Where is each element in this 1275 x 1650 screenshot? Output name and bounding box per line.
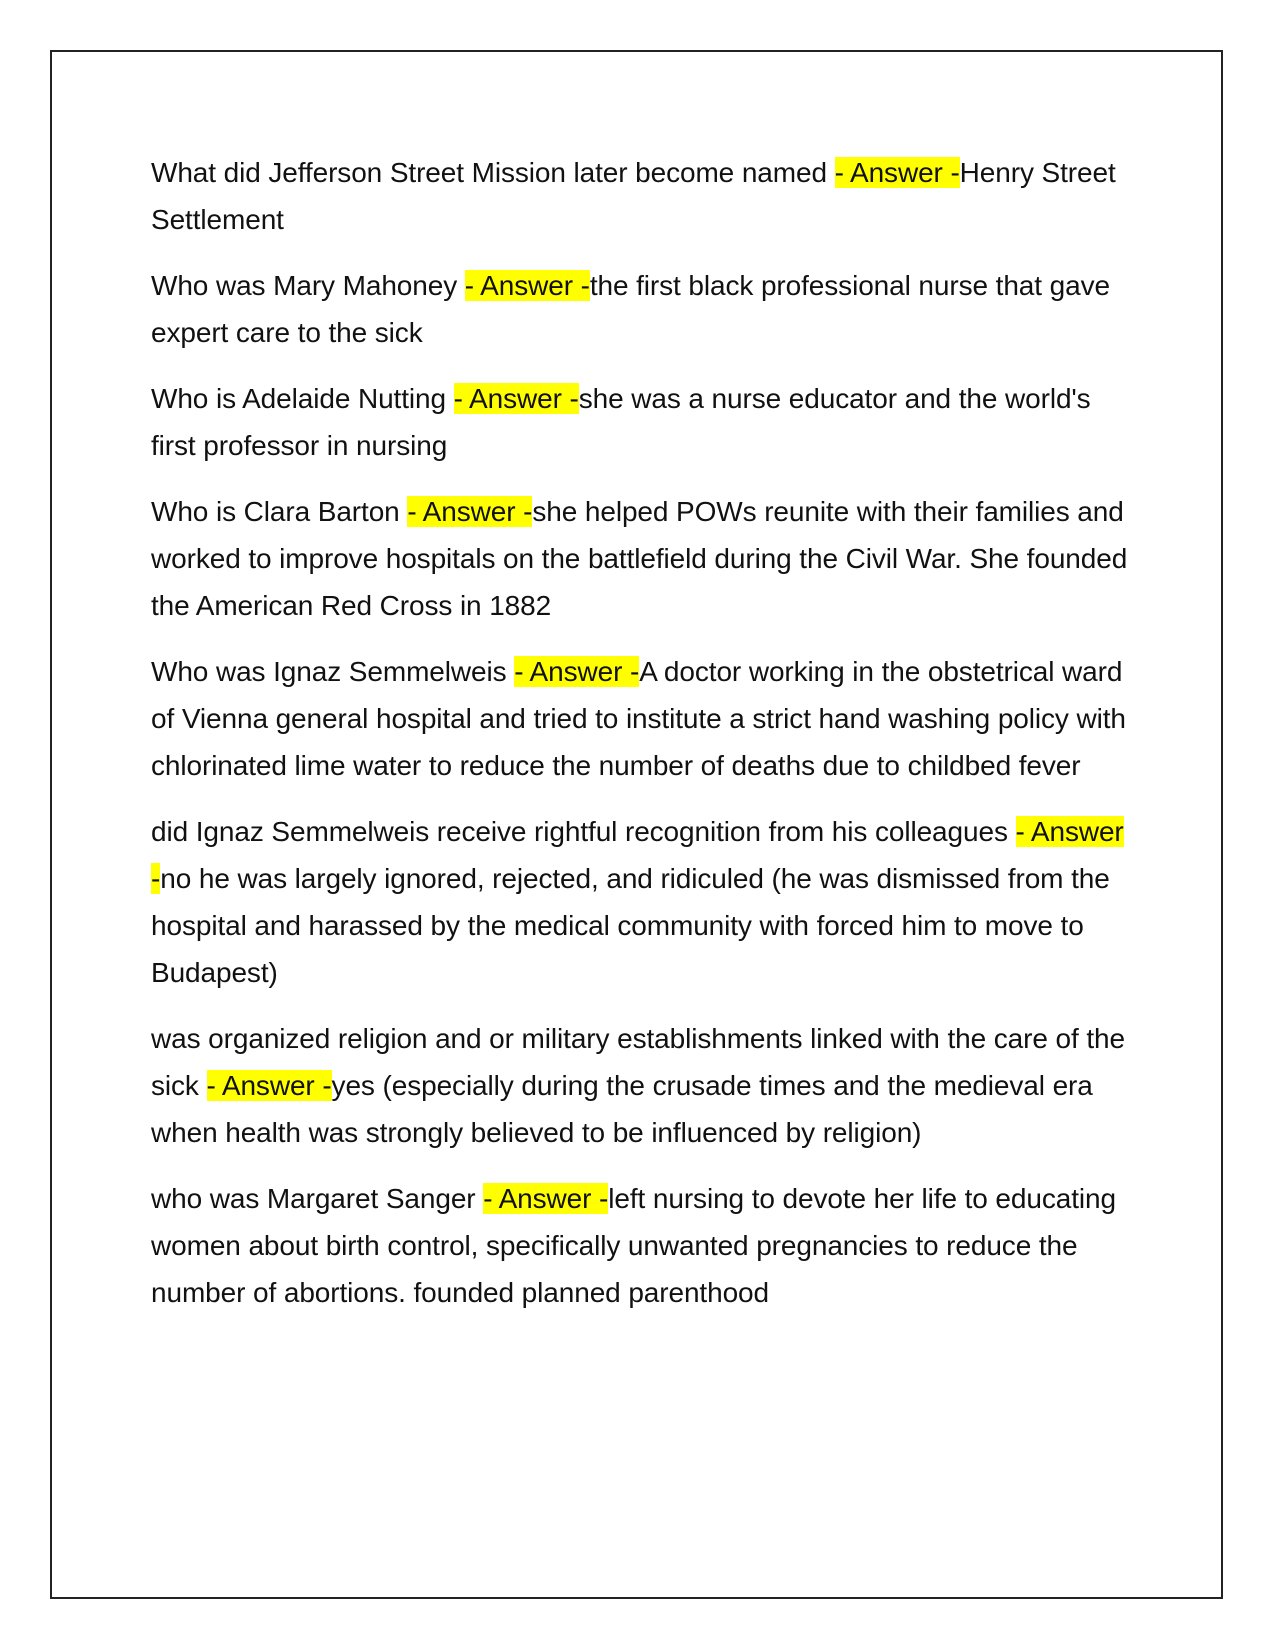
- qa-item: [151, 648, 1131, 789]
- qa-item: [151, 488, 1131, 629]
- qa-item: [151, 1015, 1131, 1156]
- answer-highlight: - Answer -: [206, 1070, 332, 1101]
- answer-text: left nursing to devote her life to educating women about birth control, specifically unwanted pregnancies to reduce the number of abortions. founded planned parenthood: [151, 1183, 1116, 1308]
- answer-highlight: - Answer -: [407, 496, 533, 527]
- answer-highlight: - Answer -: [483, 1183, 609, 1214]
- answer-highlight: - Answer -: [453, 383, 579, 414]
- question-text: Who is Clara Barton: [151, 496, 408, 527]
- question-text: Who was Mary Mahoney: [151, 270, 465, 301]
- answer-highlight: - Answer -: [514, 656, 640, 687]
- question-text: did Ignaz Semmelweis receive rightful recognition from his colleagues: [151, 816, 1016, 847]
- qa-item: [151, 149, 1131, 243]
- question-text: was organized religion and or military establishments linked with the care of the sick: [151, 1023, 1125, 1101]
- answer-text: she was a nurse educator and the world's first professor in nursing: [151, 383, 1091, 461]
- answer-text: no he was largely ignored, rejected, and ridiculed (he was dismissed from the hospital and harassed by the medical community with forced him to move to Budapest): [151, 863, 1110, 988]
- answer-highlight: - Answer -: [151, 816, 1124, 894]
- answer-highlight: - Answer -: [464, 270, 590, 301]
- question-text: Who was Ignaz Semmelweis: [151, 656, 515, 687]
- document-body: [151, 149, 1131, 1335]
- answer-highlight: - Answer -: [834, 157, 960, 188]
- answer-text: yes (especially during the crusade times and the medieval era when health was strongly believed to be influenced by religion): [151, 1070, 1093, 1148]
- answer-text: she helped POWs reunite with their families and worked to improve hospitals on the battlefield during the Civil War. She founded the American Red Cross in 1882: [151, 496, 1128, 621]
- qa-item: [151, 808, 1131, 996]
- qa-item: [151, 375, 1131, 469]
- answer-text: A doctor working in the obstetrical ward of Vienna general hospital and tried to institute a strict hand washing policy with chlorinated lime water to reduce the number of deaths due to childbed fever: [151, 656, 1126, 781]
- question-text: What did Jefferson Street Mission later become named: [151, 157, 835, 188]
- question-text: Who is Adelaide Nutting: [151, 383, 454, 414]
- qa-item: [151, 262, 1131, 356]
- qa-item: [151, 1175, 1131, 1316]
- answer-text: the first black professional nurse that gave expert care to the sick: [151, 270, 1110, 348]
- question-text: who was Margaret Sanger: [151, 1183, 484, 1214]
- answer-text: Henry Street Settlement: [151, 157, 1116, 235]
